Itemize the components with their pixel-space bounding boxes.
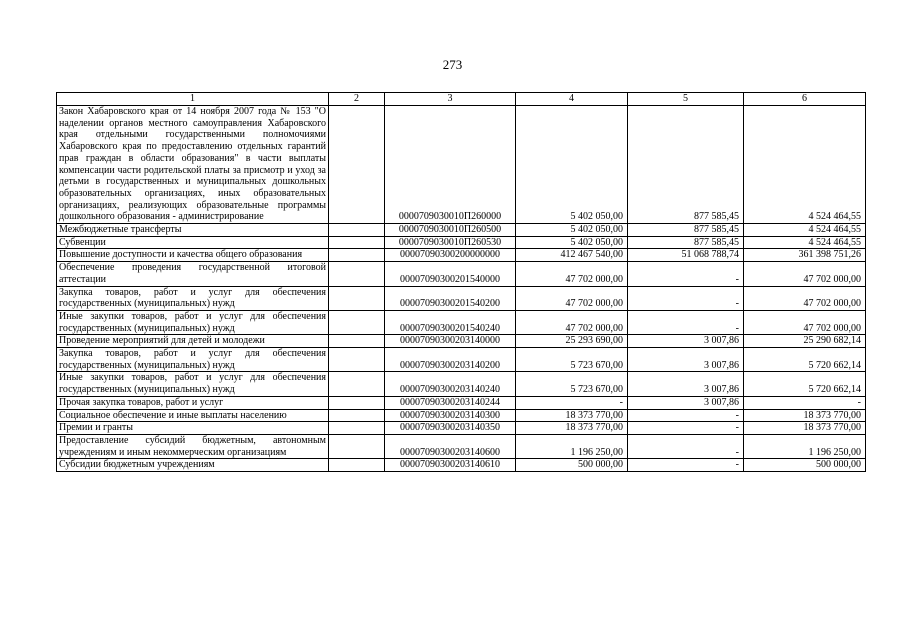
row-name: Социальное обеспечение и иные выплаты населению (57, 409, 329, 422)
row-code: 00007090300203140600 (385, 434, 516, 458)
row-col5-value: 877 585,45 (628, 224, 744, 237)
row-code: 00007090300203140000 (385, 335, 516, 348)
row-col4-value: 5 723 670,00 (516, 372, 628, 396)
row-col5-value: - (628, 286, 744, 310)
row-col5-value: - (628, 409, 744, 422)
table-row (57, 236, 866, 249)
row-col2 (329, 348, 385, 372)
row-col5-value: - (628, 434, 744, 458)
row-col2 (329, 409, 385, 422)
row-col4-value: 25 293 690,00 (516, 335, 628, 348)
row-code: 00007090300203140200 (385, 348, 516, 372)
row-name: Субвенции (57, 236, 329, 249)
column-header-4: 4 (516, 93, 628, 106)
table-row (57, 348, 866, 372)
table-row (57, 310, 866, 334)
row-col4-value: 5 723 670,00 (516, 348, 628, 372)
row-name: Межбюджетные трансферты (57, 224, 329, 237)
row-col6-value: 18 373 770,00 (744, 409, 866, 422)
row-name: Закон Хабаровского края от 14 ноября 2007 года № 153 "О наделении органов местного самоуправления Хабаровского края отдельными государственными полномочиями Хабаровского края по предоставлению отдельных гарантий прав граждан в области образования" в части выплаты компенсации части родительской платы за присмотр и уход за детьми в государственных и муниципальных дошкольных образовательных организациях, иных образовательных организациях, реализующих образовательные программы дошкольного образования - администрирование (57, 106, 329, 224)
row-col4-value: 1 196 250,00 (516, 434, 628, 458)
row-col4-value: 5 402 050,00 (516, 224, 628, 237)
row-col6-value: 1 196 250,00 (744, 434, 866, 458)
row-col6-value: 5 720 662,14 (744, 372, 866, 396)
table-row (57, 286, 866, 310)
row-col2 (329, 434, 385, 458)
row-col2 (329, 236, 385, 249)
row-code: 00007090300203140610 (385, 459, 516, 472)
row-name: Проведение мероприятий для детей и молодежи (57, 335, 329, 348)
row-col4-value: 5 402 050,00 (516, 236, 628, 249)
row-col5-value: - (628, 422, 744, 435)
row-col6-value: 500 000,00 (744, 459, 866, 472)
row-col6-value: 4 524 464,55 (744, 106, 866, 224)
row-col6-value: 361 398 751,26 (744, 249, 866, 262)
row-col6-value: 25 290 682,14 (744, 335, 866, 348)
row-col6-value: 4 524 464,55 (744, 236, 866, 249)
row-col4-value: 18 373 770,00 (516, 409, 628, 422)
row-col4-value: 412 467 540,00 (516, 249, 628, 262)
row-col5-value: 3 007,86 (628, 335, 744, 348)
row-col6-value: 47 702 000,00 (744, 286, 866, 310)
row-col2 (329, 224, 385, 237)
row-col6-value: - (744, 396, 866, 409)
row-code: 00007090300203140300 (385, 409, 516, 422)
table-row (57, 396, 866, 409)
row-name: Прочая закупка товаров, работ и услуг (57, 396, 329, 409)
row-col4-value: 47 702 000,00 (516, 262, 628, 286)
row-name: Иные закупки товаров, работ и услуг для обеспечения государственных (муниципальных) нужд (57, 310, 329, 334)
column-header-6: 6 (744, 93, 866, 106)
row-code: 00007090300201540240 (385, 310, 516, 334)
row-name: Иные закупки товаров, работ и услуг для обеспечения государственных (муниципальных) нужд (57, 372, 329, 396)
row-col6-value: 4 524 464,55 (744, 224, 866, 237)
table-row (57, 409, 866, 422)
row-col4-value: 500 000,00 (516, 459, 628, 472)
column-number-row (57, 93, 866, 106)
table-row (57, 106, 866, 224)
row-col5-value: 3 007,86 (628, 348, 744, 372)
row-col2 (329, 335, 385, 348)
row-col6-value: 47 702 000,00 (744, 310, 866, 334)
row-code: 0000709030010П260530 (385, 236, 516, 249)
row-col5-value: - (628, 262, 744, 286)
row-col4-value: - (516, 396, 628, 409)
row-code: 0000709030010П260000 (385, 106, 516, 224)
row-col2 (329, 459, 385, 472)
row-col4-value: 5 402 050,00 (516, 106, 628, 224)
column-header-1: 1 (57, 93, 329, 106)
row-col2 (329, 249, 385, 262)
row-col2 (329, 372, 385, 396)
table-row (57, 422, 866, 435)
row-col6-value: 18 373 770,00 (744, 422, 866, 435)
table-row (57, 262, 866, 286)
row-name: Закупка товаров, работ и услуг для обеспечения государственных (муниципальных) нужд (57, 348, 329, 372)
row-col2 (329, 396, 385, 409)
column-header-2: 2 (329, 93, 385, 106)
row-col4-value: 47 702 000,00 (516, 286, 628, 310)
row-code: 00007090300203140244 (385, 396, 516, 409)
row-name: Повышение доступности и качества общего образования (57, 249, 329, 262)
row-col2 (329, 262, 385, 286)
row-name: Премии и гранты (57, 422, 329, 435)
row-code: 00007090300200000000 (385, 249, 516, 262)
row-col5-value: - (628, 459, 744, 472)
row-name: Закупка товаров, работ и услуг для обеспечения государственных (муниципальных) нужд (57, 286, 329, 310)
row-name: Предоставление субсидий бюджетным, автономным учреждениям и иным некоммерческим организациям (57, 434, 329, 458)
column-header-3: 3 (385, 93, 516, 106)
row-col4-value: 47 702 000,00 (516, 310, 628, 334)
row-name: Субсидии бюджетным учреждениям (57, 459, 329, 472)
row-col5-value: 877 585,45 (628, 236, 744, 249)
table-row (57, 335, 866, 348)
row-col2 (329, 286, 385, 310)
row-col2 (329, 422, 385, 435)
row-code: 00007090300201540000 (385, 262, 516, 286)
table-row (57, 249, 866, 262)
row-col4-value: 18 373 770,00 (516, 422, 628, 435)
column-header-5: 5 (628, 93, 744, 106)
row-col5-value: 51 068 788,74 (628, 249, 744, 262)
table-row (57, 434, 866, 458)
row-col2 (329, 106, 385, 224)
table-row (57, 459, 866, 472)
row-col5-value: - (628, 310, 744, 334)
table-row (57, 372, 866, 396)
row-col5-value: 3 007,86 (628, 396, 744, 409)
row-col6-value: 5 720 662,14 (744, 348, 866, 372)
page-number: 273 (442, 57, 463, 72)
row-col2 (329, 310, 385, 334)
row-col6-value: 47 702 000,00 (744, 262, 866, 286)
row-col5-value: 3 007,86 (628, 372, 744, 396)
row-name: Обеспечение проведения государственной итоговой аттестации (57, 262, 329, 286)
row-code: 00007090300203140350 (385, 422, 516, 435)
row-code: 0000709030010П260500 (385, 224, 516, 237)
row-code: 00007090300203140240 (385, 372, 516, 396)
row-col5-value: 877 585,45 (628, 106, 744, 224)
row-code: 00007090300201540200 (385, 286, 516, 310)
table-row (57, 224, 866, 237)
budget-table (56, 92, 866, 472)
